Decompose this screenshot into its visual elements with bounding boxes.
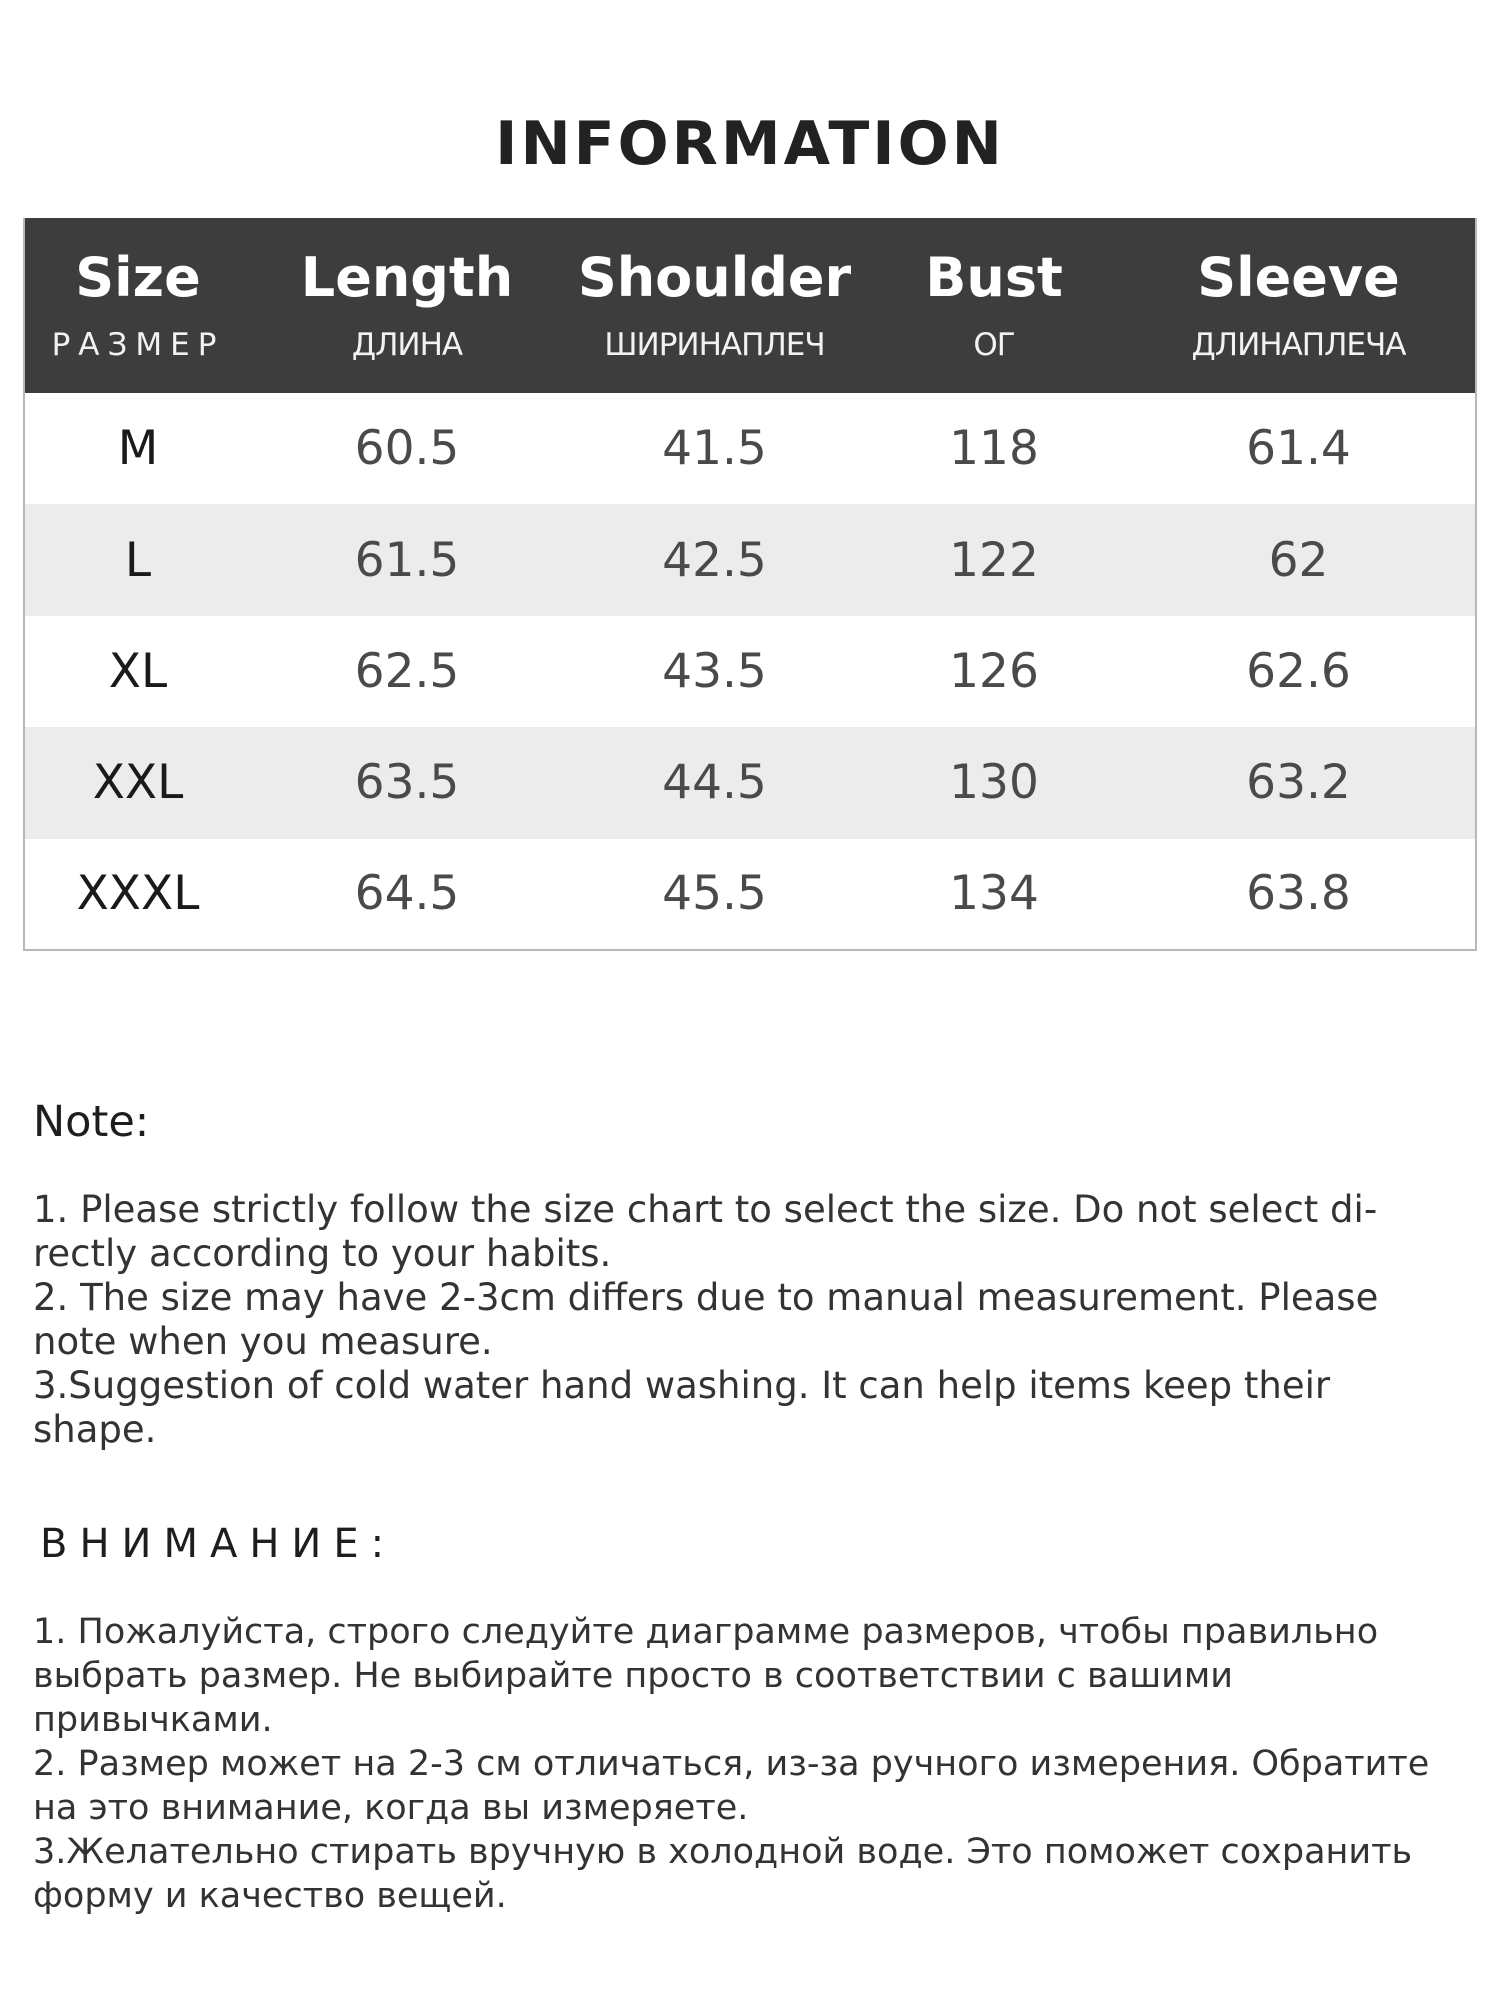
header-shoulder (563, 218, 866, 393)
cell-size: M (117, 421, 159, 477)
note-list-ru (33, 1610, 1473, 1918)
header-length-en: Length (300, 245, 514, 309)
header-shoulder-ru: ШИРИНАПЛЕЧ (604, 326, 825, 363)
cell-length: 64.5 (354, 866, 460, 922)
header-shoulder-en: Shoulder (577, 245, 852, 309)
header-size (24, 218, 251, 393)
header-bust-en: Bust (925, 245, 1063, 309)
note-list-en (33, 1188, 1463, 1452)
header-sleeve-ru: ДЛИНАПЛЕЧА (1191, 326, 1406, 363)
table-row (24, 393, 1476, 504)
table-row (24, 839, 1476, 950)
header-sleeve-en: Sleeve (1197, 245, 1400, 309)
cell-bust: 130 (949, 755, 1039, 811)
cell-sleeve: 62.6 (1246, 643, 1351, 699)
header-length (251, 218, 563, 393)
table-header-row (24, 218, 1476, 393)
note-item-ru: 3.Желательно стирать вручную в холодной воде. Это поможет сохранить форму и качество вещей. (33, 1832, 1413, 1916)
page-title: INFORMATION (495, 109, 1005, 179)
table-row (24, 616, 1476, 727)
cell-sleeve: 61.4 (1246, 421, 1351, 477)
cell-length: 62.5 (354, 643, 460, 699)
note-heading-en: Note: (33, 1097, 150, 1147)
cell-bust: 118 (949, 421, 1039, 477)
header-size-en: Size (75, 245, 201, 309)
cell-shoulder: 44.5 (662, 755, 767, 811)
cell-shoulder: 42.5 (662, 532, 767, 588)
header-size-ru: РАЗМЕР (51, 326, 225, 363)
cell-size: XL (108, 643, 168, 699)
cell-bust: 126 (949, 643, 1039, 699)
note-item-en: 2. The size may have 2-3cm differs due to manual measurement. Please note when you measure. (33, 1276, 1379, 1363)
note-item-ru: 2. Размер может на 2-3 см отличаться, из-за ручного измерения. Обратите на это внимание, когда вы измеряете. (33, 1744, 1430, 1828)
note-item-ru: 1. Пожалуйста, строго следуйте диаграмме размеров, чтобы правильно выбрать размер. Не выбирайте просто в соответствии с вашими привычками. (33, 1612, 1379, 1740)
cell-shoulder: 45.5 (662, 866, 767, 922)
cell-length: 63.5 (354, 755, 460, 811)
note-item-en: 3.Suggestion of cold water hand washing. It can help items keep their shape. (33, 1364, 1331, 1451)
cell-shoulder: 43.5 (662, 643, 767, 699)
cell-sleeve: 63.2 (1246, 755, 1351, 811)
cell-size: XXL (92, 755, 184, 811)
table-row (24, 727, 1476, 838)
cell-size: L (124, 532, 152, 588)
cell-length: 61.5 (354, 532, 460, 588)
note-heading-ru: ВНИМАНИЕ: (40, 1521, 397, 1567)
header-length-ru: ДЛИНА (351, 326, 463, 363)
table-row (24, 504, 1476, 615)
header-bust-ru: ОГ (973, 326, 1015, 363)
header-sleeve (1122, 218, 1476, 393)
header-bust (866, 218, 1122, 393)
cell-sleeve: 63.8 (1246, 866, 1351, 922)
cell-length: 60.5 (354, 421, 460, 477)
cell-bust: 134 (949, 866, 1039, 922)
cell-size: XXXL (76, 866, 200, 922)
note-item-en: 1. Please strictly follow the size chart to select the size. Do not select di- rectly according to your habits. (33, 1188, 1378, 1275)
cell-bust: 122 (949, 532, 1039, 588)
cell-sleeve: 62 (1268, 532, 1329, 588)
size-chart-table (23, 218, 1477, 951)
cell-shoulder: 41.5 (662, 421, 767, 477)
